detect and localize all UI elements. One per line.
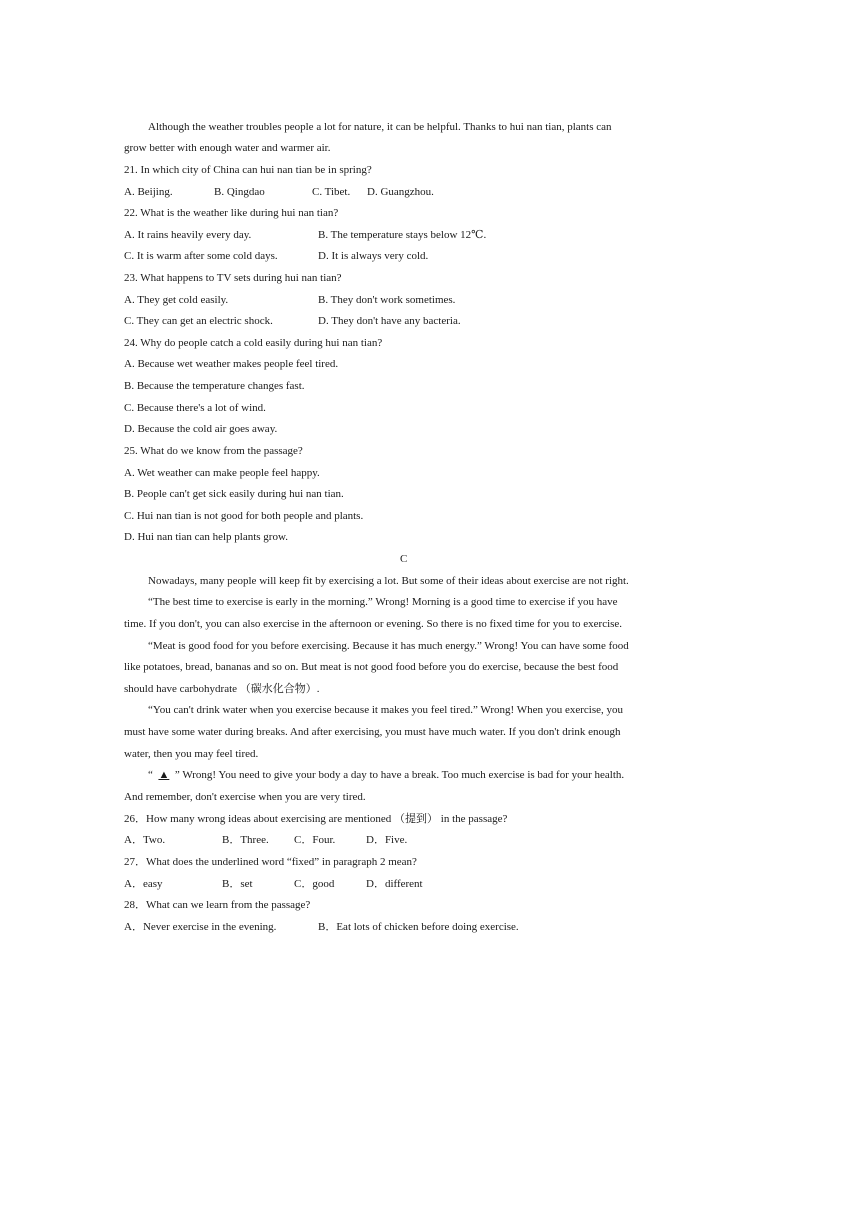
passage-b-line-1: Although the weather troubles people a lot for nature, it can be helpful. Thanks to hui nan tian, plants can bbox=[148, 121, 612, 133]
question-27-option-c: C．good bbox=[294, 878, 335, 890]
section-c-paragraph-2-line-1: “The best time to exercise is early in the morning.” Wrong! Morning is a good time to exercise if you have bbox=[148, 596, 618, 608]
section-c-paragraph-3-line-2: like potatoes, bread, bananas and so on. But meat is not good food before you do exercise, because the best food bbox=[124, 661, 619, 673]
question-26-option-d: D．Five. bbox=[366, 834, 408, 846]
question-24-option-c: C. Because there's a lot of wind. bbox=[124, 402, 266, 414]
section-c-paragraph-4-line-3: water, then you may feel tired. bbox=[124, 748, 259, 760]
question-24-option-d: D. Because the cold air goes away. bbox=[124, 423, 278, 435]
section-c-paragraph-3-line-3: should have carbohydrate （碳水化合物）. bbox=[124, 683, 320, 695]
question-23-stem: 23. What happens to TV sets during hui nan tian? bbox=[124, 272, 342, 284]
question-28-option-b: B．Eat lots of chicken before doing exercise. bbox=[318, 921, 519, 933]
question-21-stem: 21. In which city of China can hui nan tian be in spring? bbox=[124, 164, 372, 176]
question-27-stem: 27．What does the underlined word “fixed” in paragraph 2 mean? bbox=[124, 856, 417, 868]
question-23-option-c: C. They can get an electric shock. bbox=[124, 315, 273, 327]
open-quote: “ bbox=[148, 769, 153, 781]
question-26-option-a: A．Two. bbox=[124, 834, 166, 846]
question-26-option-b: B．Three. bbox=[222, 834, 269, 846]
question-22-option-d: D. It is always very cold. bbox=[318, 250, 429, 262]
question-25-option-a: A. Wet weather can make people feel happy. bbox=[124, 467, 320, 479]
question-27-option-a: A．easy bbox=[124, 878, 163, 890]
question-25-stem: 25. What do we know from the passage? bbox=[124, 445, 303, 457]
section-c-heading: C bbox=[400, 553, 408, 565]
question-21-option-a: A. Beijing. bbox=[124, 186, 173, 198]
question-21-option-b: B. Qingdao bbox=[214, 186, 265, 198]
question-22-option-b: B. The temperature stays below 12℃. bbox=[318, 229, 487, 241]
section-c-paragraph-4-line-2: must have some water during breaks. And after exercising, you must have much water. If you don't drink enough bbox=[124, 726, 621, 738]
question-21-option-d: D. Guangzhou. bbox=[367, 186, 434, 198]
question-23-option-a: A. They get cold easily. bbox=[124, 294, 229, 306]
section-c-paragraph-4-line-1: “You can't drink water when you exercise because it makes you feel tired.” Wrong! When you exercise, you bbox=[148, 704, 623, 716]
question-27-option-b: B．set bbox=[222, 878, 253, 890]
question-23-option-b: B. They don't work sometimes. bbox=[318, 294, 456, 306]
question-25-option-c: C. Hui nan tian is not good for both people and plants. bbox=[124, 510, 364, 522]
question-22-option-a: A. It rains heavily every day. bbox=[124, 229, 252, 241]
passage-b-line-2: grow better with enough water and warmer air. bbox=[124, 142, 331, 154]
blank-triangle-icon: ▲ bbox=[158, 769, 170, 781]
question-28-option-a: A．Never exercise in the evening. bbox=[124, 921, 277, 933]
question-21-option-c: C. Tibet. bbox=[312, 186, 351, 198]
question-28-stem: 28．What can we learn from the passage? bbox=[124, 899, 311, 911]
question-27-option-d: D．different bbox=[366, 878, 423, 890]
section-c-paragraph-5-line-2: And remember, don't exercise when you are very tired. bbox=[124, 791, 366, 803]
question-22-option-c: C. It is warm after some cold days. bbox=[124, 250, 278, 262]
section-c-paragraph-2-line-2: time. If you don't, you can also exercise in the afternoon or evening. So there is no fixed time for you to exercise. bbox=[124, 618, 623, 630]
paragraph-5-text: ” Wrong! You need to give your body a day to have a break. Too much exercise is bad for your health. bbox=[174, 769, 625, 781]
question-22-stem: 22. What is the weather like during hui nan tian? bbox=[124, 207, 339, 219]
question-26-option-c: C．Four. bbox=[294, 834, 336, 846]
section-c-paragraph-1: Nowadays, many people will keep fit by exercising a lot. But some of their ideas about exercise are not right. bbox=[148, 575, 629, 587]
section-c-paragraph-5-line-1 bbox=[148, 768, 624, 782]
question-23-option-d: D. They don't have any bacteria. bbox=[318, 315, 461, 327]
question-25-option-d: D. Hui nan tian can help plants grow. bbox=[124, 531, 288, 543]
question-24-option-a: A. Because wet weather makes people feel tired. bbox=[124, 358, 339, 370]
question-24-option-b: B. Because the temperature changes fast. bbox=[124, 380, 305, 392]
question-25-option-b: B. People can't get sick easily during hui nan tian. bbox=[124, 488, 344, 500]
question-26-stem: 26．How many wrong ideas about exercising are mentioned （提到） in the passage? bbox=[124, 813, 508, 825]
question-24-stem: 24. Why do people catch a cold easily during hui nan tian? bbox=[124, 337, 383, 349]
section-c-paragraph-3-line-1: “Meat is good food for you before exercising. Because it has much energy.” Wrong! You can have some food bbox=[148, 640, 629, 652]
